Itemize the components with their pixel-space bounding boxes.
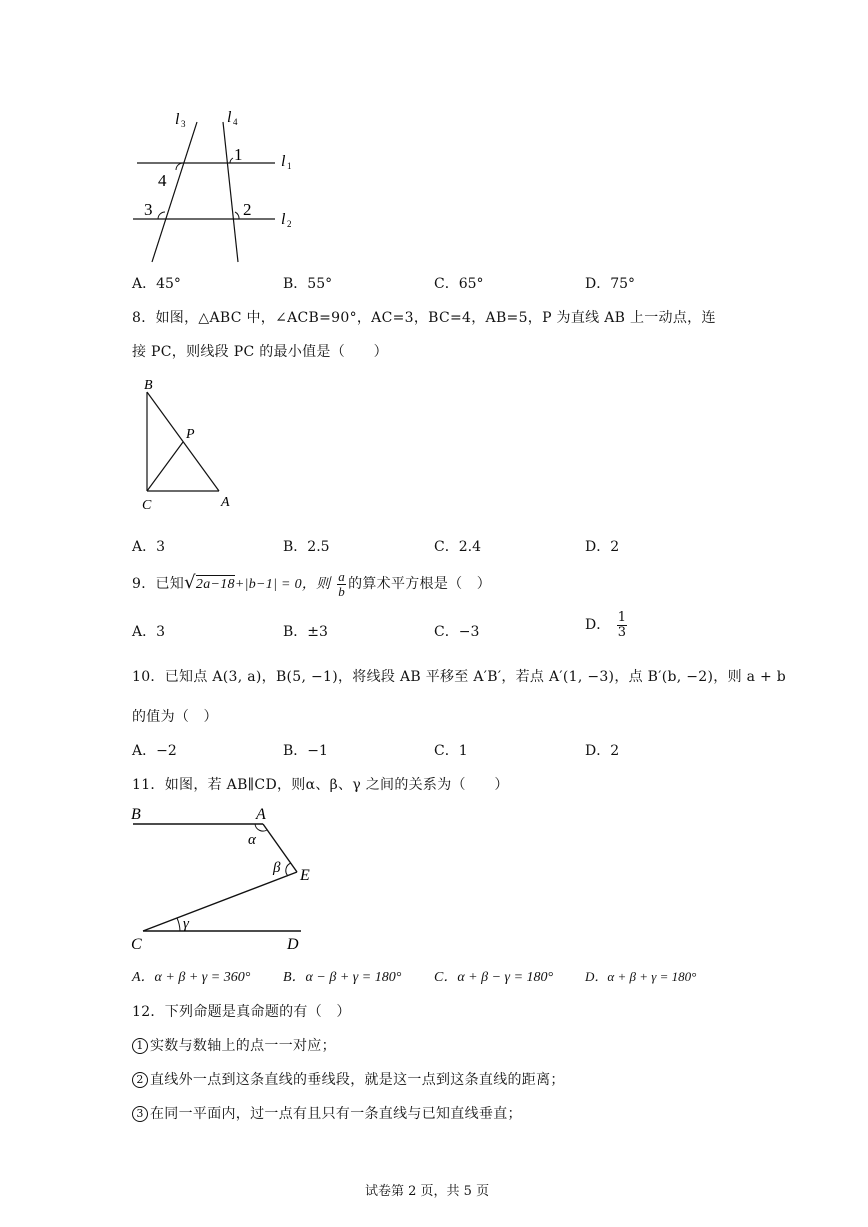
q7-option-b[interactable]: B．55° — [283, 276, 333, 292]
q9-mid: +|b−1| = 0，则 — [234, 577, 331, 592]
q9-fraction — [337, 570, 346, 598]
q9-option-c[interactable]: C．−3 — [434, 624, 480, 640]
point-a: A — [256, 806, 266, 823]
point-a: A — [221, 495, 230, 510]
q11-option-a[interactable]: A．α + β + γ = 360° — [132, 970, 251, 985]
q9-option-d-fraction — [617, 611, 627, 639]
q8-option-b[interactable]: B．2.5 — [283, 539, 330, 555]
q7-option-d[interactable]: D．75° — [585, 276, 636, 292]
right-triangle-figure — [135, 372, 245, 517]
label-l1: l — [281, 153, 286, 170]
q9-suffix: 的算术平方根是（ ） — [348, 576, 492, 592]
item-text-3: 在同一平面内，过一点有且只有一条直线与已知直线垂直； — [150, 1106, 522, 1122]
q7-option-a[interactable]: A．45° — [132, 276, 181, 292]
page-footer: 试卷第 2 页，共 5 页 — [365, 1184, 490, 1199]
q9-optd-num: 1 — [617, 610, 626, 625]
item-text-1: 实数与数轴上的点一一对应； — [150, 1038, 336, 1054]
point-d: D — [287, 936, 299, 953]
label-l2: l — [281, 211, 286, 228]
label-l3-sub: 3 — [181, 119, 186, 129]
sqrt-symbol: √ — [184, 572, 196, 593]
q10-option-b[interactable]: B．−1 — [283, 743, 328, 759]
q9-radicand: 2a−18 — [195, 577, 235, 592]
q12-item-2 — [132, 1069, 565, 1089]
point-e: E — [300, 867, 310, 884]
q9-optd-den: 3 — [617, 625, 626, 640]
item-text-2: 直线外一点到这条直线的垂线段，就是这一点到这条直线的距离； — [150, 1072, 565, 1088]
q9-option-a[interactable]: A．3 — [132, 624, 166, 640]
q10-option-a[interactable]: A．−2 — [132, 743, 177, 759]
q12-item-1 — [132, 1035, 336, 1055]
angle-beta: β — [273, 860, 281, 876]
q10-text-line2: 的值为（ ） — [132, 709, 218, 725]
item-number-3: 3 — [132, 1106, 148, 1122]
q8-option-d[interactable]: D．2 — [585, 539, 620, 555]
q8-option-c[interactable]: C．2.4 — [434, 539, 481, 555]
q9-frac-den: b — [338, 584, 346, 599]
q10-option-c[interactable]: C．1 — [434, 743, 468, 759]
q11-text-line1: 11．如图，若 AB∥CD，则α、β、γ 之间的关系为（ ） — [132, 777, 509, 793]
item-number-1: 1 — [132, 1038, 148, 1054]
label-l2-sub: 2 — [287, 219, 292, 229]
label-l3: l — [175, 111, 180, 128]
label-l4-sub: 4 — [233, 117, 238, 127]
q8-option-a[interactable]: A．3 — [132, 539, 166, 555]
q12-item-3 — [132, 1103, 522, 1123]
point-p: P — [186, 427, 195, 442]
q11-option-c[interactable]: C．α + β − γ = 180° — [434, 970, 554, 985]
angle-3: 3 — [144, 200, 153, 219]
q11-option-b[interactable]: B．α − β + γ = 180° — [283, 970, 402, 985]
label-l4: l — [227, 109, 232, 126]
q9-text — [132, 568, 491, 600]
q9-prefix: 9．已知 — [132, 576, 185, 592]
q12-text-line1: 12．下列命题是真命题的有（ ） — [132, 1004, 351, 1020]
q8-text-line2: 接 PC，则线段 PC 的最小值是（ ） — [132, 344, 388, 360]
angle-alpha: α — [248, 832, 256, 848]
q10-text-line1: 10．已知点 A(3, a)，B(5, −1)，将线段 AB 平移至 A′B′，若点 A′(1, −3)，点 B′(b, −2)，则 a + b — [132, 669, 787, 685]
q9-frac-num: a — [338, 569, 346, 584]
angle-2: 2 — [243, 200, 252, 219]
angle-gamma: γ — [183, 916, 189, 932]
q9-option-b[interactable]: B．±3 — [283, 624, 328, 640]
q8-text-line1: 8．如图，△ABC 中，∠ACB=90°，AC=3，BC=4，AB=5，P 为直线 AB 上一动点，连 — [132, 310, 716, 326]
angle-4: 4 — [158, 171, 167, 190]
point-b: B — [131, 806, 141, 823]
label-l1-sub: 1 — [287, 161, 292, 171]
parallel-lines-figure — [125, 100, 305, 270]
point-b: B — [144, 378, 153, 393]
item-number-2: 2 — [132, 1072, 148, 1088]
parallel-angles-figure — [125, 800, 325, 955]
q9-option-d-label: D． — [585, 617, 611, 633]
q10-option-d[interactable]: D．2 — [585, 743, 620, 759]
q11-option-d[interactable]: D．α + β + γ = 180° — [585, 969, 697, 984]
angle-1: 1 — [234, 145, 243, 164]
q7-option-c[interactable]: C．65° — [434, 276, 484, 292]
point-c: C — [131, 936, 142, 953]
q9-option-d[interactable] — [585, 611, 629, 639]
point-c: C — [142, 498, 152, 513]
